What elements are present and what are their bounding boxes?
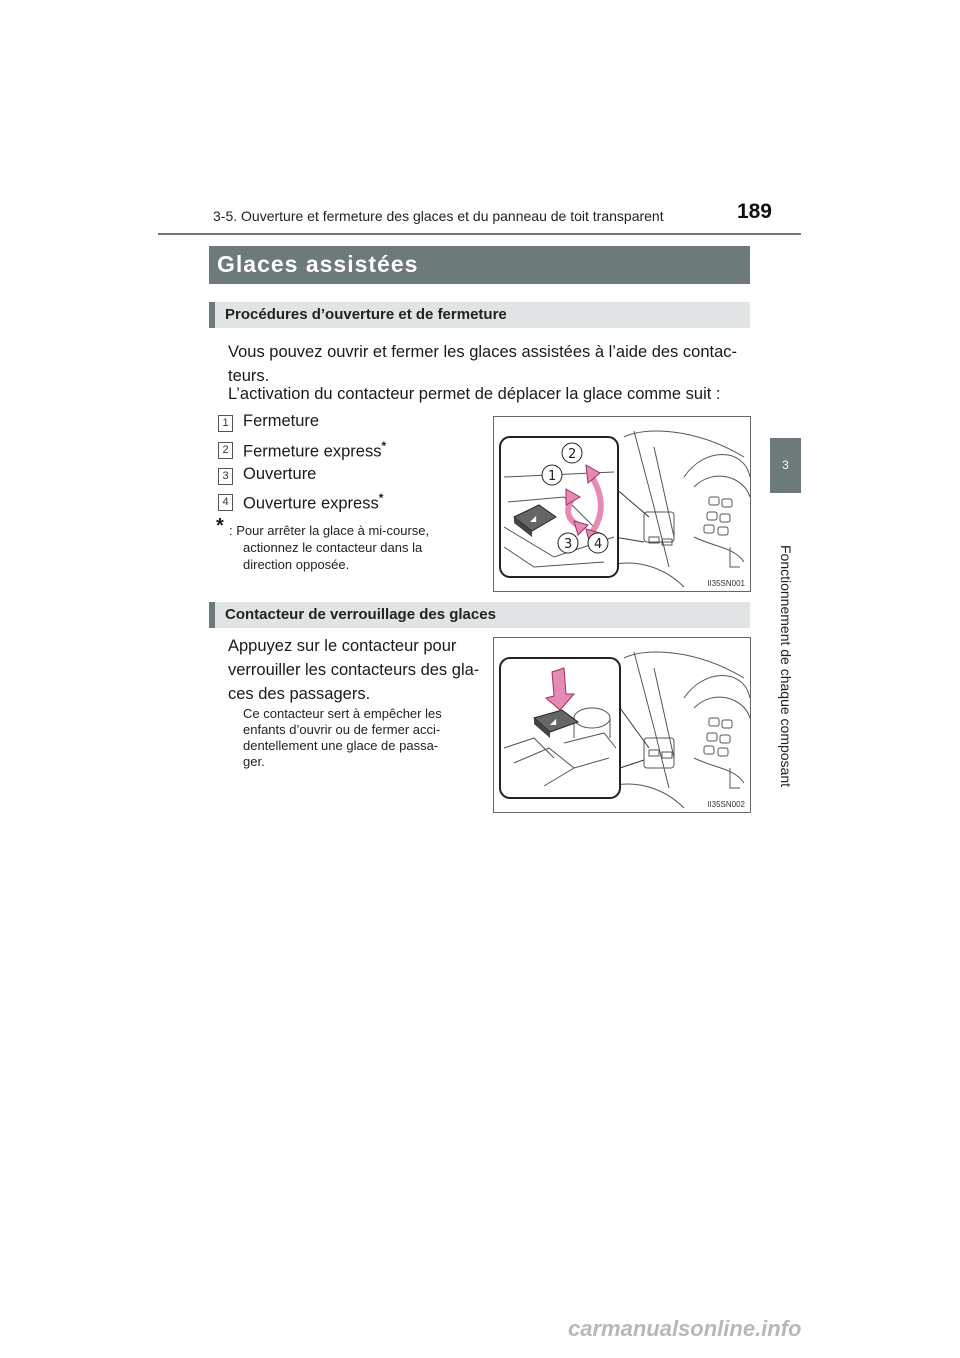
asterisk-mark: * xyxy=(378,491,384,505)
list-number-3: 3 xyxy=(218,468,233,485)
watermark-text: carmanualsonline.info xyxy=(568,1316,802,1341)
section-heading-1: Procédures d’ouverture et de fermeture xyxy=(225,306,507,323)
chapter-title-vertical xyxy=(770,536,801,796)
figure-id: II35SN001 xyxy=(707,579,745,588)
figure-number-4: 4 xyxy=(594,537,603,552)
lock-line-1: Appuyez sur le contacteur pour xyxy=(228,637,457,655)
figure-lock-switch xyxy=(493,637,751,813)
list-item-2 xyxy=(243,439,386,462)
figure-number-2: 2 xyxy=(568,447,577,462)
lock-paragraph xyxy=(228,634,483,706)
page-title-bar xyxy=(209,246,750,284)
svg-text:◢: ◢ xyxy=(550,717,557,726)
figure-number-1: 1 xyxy=(548,469,557,484)
heading-accent xyxy=(209,602,215,628)
lock-line-2: verrouiller les contacteurs des gla- xyxy=(228,661,480,679)
header-rule xyxy=(158,233,801,235)
intro-paragraph xyxy=(228,340,758,388)
header-section-title: 3-5. Ouverture et fermeture des glaces et du panneau de toit transparent xyxy=(213,208,664,224)
intro-line-1: Vous pouvez ouvrir et fermer les glaces assistées à l’aide des contac- xyxy=(228,343,738,361)
list-item-3 xyxy=(243,465,316,484)
list-item-1 xyxy=(243,412,319,431)
note-line-4: ger. xyxy=(243,754,265,769)
page-number: 189 xyxy=(736,200,772,223)
footnote-line-3: direction opposée. xyxy=(243,557,350,572)
list-number-2: 2 xyxy=(218,442,233,459)
intro-line-2: teurs. xyxy=(228,367,270,385)
footnote-line-2: actionnez le contacteur dans la xyxy=(243,540,423,555)
list-item-label: Ouverture xyxy=(243,465,317,483)
section-heading-2: Contacteur de verrouillage des glaces xyxy=(225,606,496,623)
lock-note xyxy=(243,706,483,770)
chapter-title-text: Fonctionnement de chaque composant xyxy=(777,544,794,788)
lock-switch-illustration xyxy=(494,638,750,812)
section-heading-bar-1 xyxy=(209,302,750,328)
intro-paragraph-2: L’activation du contacteur permet de déplacer la glace comme suit : xyxy=(228,385,721,403)
note-line-2: enfants d’ouvrir ou de fermer acci- xyxy=(243,722,441,737)
svg-text:◢: ◢ xyxy=(530,514,537,523)
figure-number-3: 3 xyxy=(564,537,573,552)
asterisk-mark: * xyxy=(381,439,387,453)
note-line-1: Ce contacteur sert à empêcher les xyxy=(243,706,442,721)
list-item-label: Fermeture express xyxy=(243,442,382,461)
heading-accent xyxy=(209,302,215,328)
list-item-label: Ouverture express xyxy=(243,494,379,513)
figure-window-switch xyxy=(493,416,751,592)
list-item-4 xyxy=(243,491,383,514)
window-switch-illustration xyxy=(494,417,750,591)
list-number-4: 4 xyxy=(218,494,233,511)
note-line-3: dentellement une glace de passa- xyxy=(243,738,439,753)
figure-id: II35SN002 xyxy=(707,800,745,809)
chapter-tab: 3 xyxy=(770,438,801,493)
section-heading-bar-2 xyxy=(209,602,750,628)
footnote-asterisk: * xyxy=(216,515,224,537)
footnote-line-1: : Pour arrêter la glace à mi-course, xyxy=(229,523,430,538)
list-number-1: 1 xyxy=(218,415,233,432)
lock-line-3: ces des passagers. xyxy=(228,685,371,703)
page-title: Glaces assistées xyxy=(217,251,419,277)
list-item-label: Fermeture xyxy=(243,412,320,430)
